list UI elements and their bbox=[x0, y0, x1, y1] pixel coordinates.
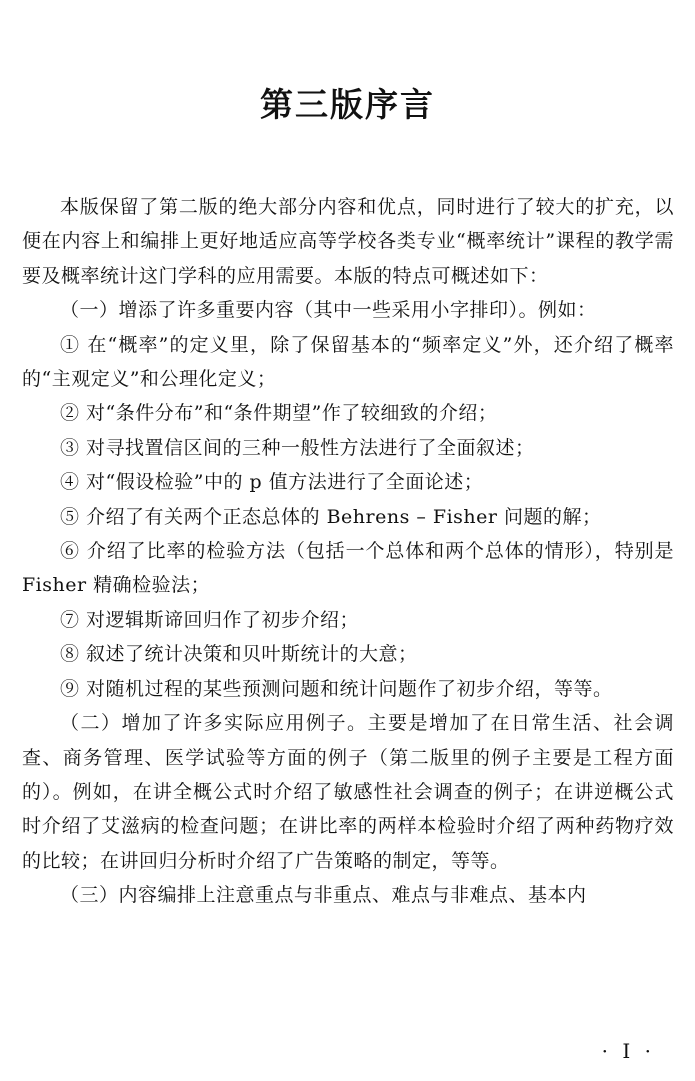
paragraph-item-4: ④ 对“假设检验”中的 p 值方法进行了全面论述； bbox=[60, 471, 484, 494]
paragraph-section-3: （三）内容编排上注意重点与非重点、难点与非难点、基本内 bbox=[60, 884, 587, 907]
paragraph-item-6: ⑥ 介绍了比率的检验方法（包括一个总体和两个总体的情形），特别是 Fisher 精确检验法； bbox=[22, 540, 674, 597]
paragraph-section-1: （一）增添了许多重要内容（其中一些采用小字排印）。例如： bbox=[60, 299, 597, 322]
paragraph-item-5: ⑤ 介绍了有关两个正态总体的 Behrens – Fisher 问题的解； bbox=[60, 505, 602, 528]
paragraph-item-3: ③ 对寻找置信区间的三种一般性方法进行了全面叙述； bbox=[60, 436, 535, 459]
paragraph-item-9: ⑨ 对随机过程的某些预测问题和统计问题作了初步介绍，等等。 bbox=[60, 677, 613, 700]
paragraph-item-1: ① 在“概率”的定义里，除了保留基本的“频率定义”外，还介绍了概率的“主观定义”和公理化定义； bbox=[22, 333, 674, 391]
preface-body bbox=[22, 190, 674, 913]
page-title: 第三版序言 bbox=[260, 85, 435, 124]
paragraph-intro: 本版保留了第二版的绝大部分内容和优点，同时进行了较大的扩充，以便在内容上和编排上更好地适应高等学校各类专业“概率统计”课程的教学需要及概率统计这门学科的应用需要。本版的特点可概述如下： bbox=[22, 196, 674, 287]
paragraph-section-2: （二）增加了许多实际应用例子。主要是增加了在日常生活、社会调查、商务管理、医学试验等方面的例子（第二版里的例子主要是工程方面的）。例如，在讲全概公式时介绍了敏感性社会调查的例子；在讲逆概公式时介绍了艾滋病的检查问题；在讲比率的两样本检验时介绍了两种药物疗效的比较；在讲回归分析时介绍了广告策略的制定，等等。 bbox=[22, 712, 674, 872]
page-number: · I · bbox=[601, 1039, 655, 1063]
paragraph-item-8: ⑧ 叙述了统计决策和贝叶斯统计的大意； bbox=[60, 643, 418, 666]
paragraph-item-2: ② 对“条件分布”和“条件期望”作了较细致的介绍； bbox=[60, 402, 498, 425]
paragraph-item-7: ⑦ 对逻辑斯谛回归作了初步介绍； bbox=[60, 608, 360, 631]
